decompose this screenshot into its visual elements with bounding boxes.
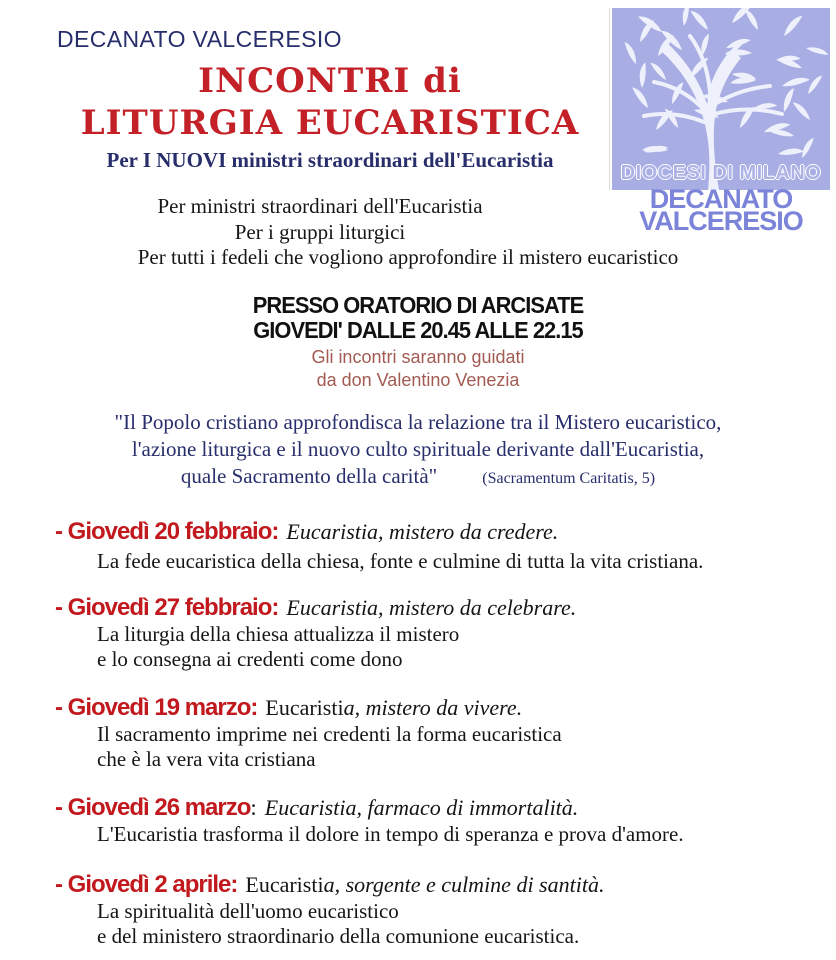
- schedule-topic-italic: a, sorgente e culmine di santità.: [323, 872, 605, 897]
- schedule-description: Il sacramento imprime nei credenti la forma eucaristica: [97, 722, 562, 746]
- logo-diocese-label: DIOCESI DI MILANO: [620, 162, 822, 184]
- title-line-2: LITURGIA EUCARISTICA: [80, 103, 580, 143]
- title-line-1: INCONTRI di: [198, 61, 462, 101]
- logo-decanato-label: DECANATO: [649, 184, 793, 214]
- audience-line-1: Per ministri straordinari dell'Eucaristia: [157, 194, 483, 218]
- logo-edge-line: [609, 8, 610, 190]
- audience-line-2: Per i gruppi liturgici: [234, 220, 406, 244]
- schedule-topic-roman: Eucaristi: [265, 695, 344, 720]
- schedule-description: e lo consegna ai credenti come dono: [97, 647, 403, 671]
- schedule-description: e del ministero straordinario della comunione eucaristica.: [97, 924, 580, 948]
- logo-valceresio-label: VALCERESIO: [639, 206, 803, 236]
- schedule-topic-roman: Eucaristi: [245, 872, 324, 897]
- schedule-description: La liturgia della chiesa attualizza il mistero: [97, 622, 460, 646]
- schedule-description: La spiritualità dell'uomo eucaristico: [97, 899, 399, 923]
- schedule-item-heading: [55, 594, 576, 622]
- schedule-topic-italic: a, mistero da vivere.: [343, 695, 523, 720]
- quote-line-3-text: quale Sacramento della carità": [180, 464, 438, 488]
- schedule-topic-italic: Eucaristia, mistero da celebrare.: [286, 595, 577, 620]
- page-title: [20, 60, 640, 144]
- schedule-description: La fede eucaristica della chiesa, fonte e culmine di tutta la vita cristiana.: [97, 549, 704, 573]
- organization-name: DECANATO VALCERESIO: [57, 26, 342, 52]
- schedule-item-heading: [55, 871, 604, 899]
- schedule-date: - Giovedì 2 aprile:: [55, 871, 238, 898]
- quote-line-3: [0, 464, 836, 489]
- schedule-topic-italic: Eucaristia, farmaco di immortalità.: [264, 795, 579, 820]
- schedule-date: - Giovedì 26 marzo: [55, 794, 251, 821]
- venue-time: GIOVEDI' DALLE 20.45 ALLE 22.15: [253, 317, 583, 343]
- page-subtitle: Per I NUOVI ministri straordinari dell'Eucaristia: [106, 148, 554, 172]
- schedule-topic-italic: Eucaristia, mistero da credere.: [286, 519, 559, 544]
- schedule-item-heading: [55, 694, 522, 722]
- schedule-date: - Giovedì 27 febbraio:: [55, 594, 279, 621]
- guide-line-2: da don Valentino Venezia: [316, 370, 520, 390]
- schedule-description: che è la vera vita cristiana: [97, 747, 316, 771]
- quote-line-1: "Il Popolo cristiano approfondisca la relazione tra il Mistero eucaristico,: [114, 410, 722, 434]
- schedule-date-separator: :: [250, 795, 257, 820]
- guide-line-1: Gli incontri saranno guidati: [311, 347, 525, 367]
- venue-location: PRESSO ORATORIO DI ARCISATE: [252, 292, 584, 318]
- quote-line-2: l'azione liturgica e il nuovo culto spirituale derivante dall'Eucaristia,: [131, 437, 705, 461]
- schedule-date: - Giovedì 19 marzo:: [55, 694, 258, 721]
- quote-citation: (Sacramentum Caritatis, 5): [482, 470, 656, 487]
- schedule-item-heading: [55, 518, 558, 546]
- schedule-date: - Giovedì 20 febbraio:: [55, 518, 279, 545]
- schedule-item-heading: [55, 794, 578, 822]
- schedule-description: L'Eucaristia trasforma il dolore in tempo di speranza e prova d'amore.: [97, 822, 684, 846]
- audience-line-3: Per tutti i fedeli che vogliono approfondire il mistero eucaristico: [137, 245, 679, 269]
